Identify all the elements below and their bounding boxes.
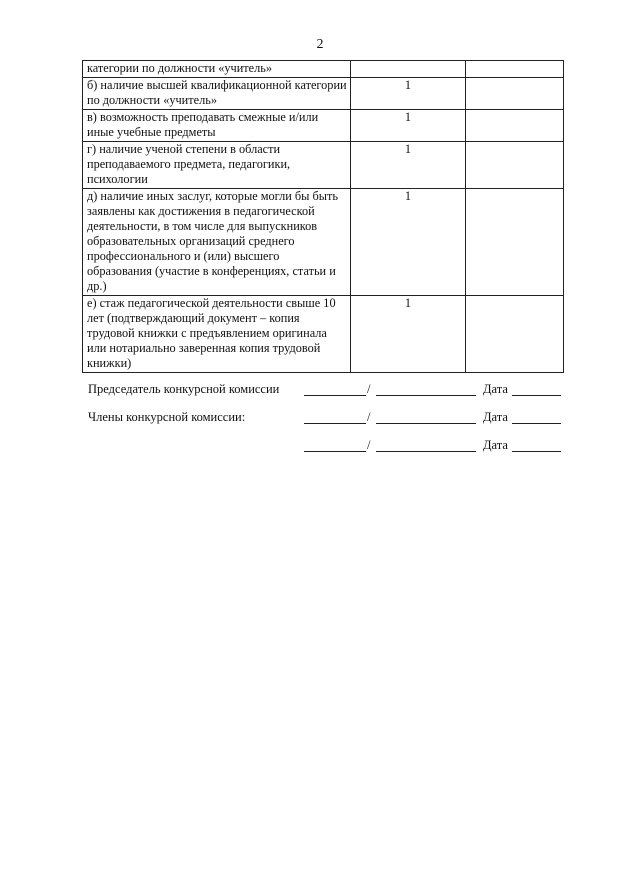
member-signature-row — [88, 436, 568, 464]
criterion-cell: г) наличие ученой степени в области преподаваемого предмета, педагогики, психологии — [83, 142, 351, 189]
slash-separator: / — [367, 382, 371, 396]
criterion-cell: б) наличие высшей квалификационной категории по должности «учитель» — [83, 78, 351, 110]
slash-separator: / — [367, 410, 371, 424]
name-line[interactable] — [376, 451, 476, 452]
extra-cell — [466, 78, 564, 110]
table-row — [83, 142, 564, 189]
extra-cell — [466, 189, 564, 296]
score-cell — [351, 61, 466, 78]
signature-line[interactable] — [304, 451, 366, 452]
name-line[interactable] — [376, 423, 476, 424]
score-cell: 1 — [351, 189, 466, 296]
signature-block — [88, 380, 568, 464]
date-line[interactable] — [512, 423, 561, 424]
score-cell: 1 — [351, 110, 466, 142]
score-cell: 1 — [351, 142, 466, 189]
slash-separator: / — [367, 438, 371, 452]
date-label: Дата — [483, 410, 508, 424]
signature-line[interactable] — [304, 395, 366, 396]
member-signature-row — [88, 408, 568, 436]
extra-cell — [466, 142, 564, 189]
table-row — [83, 78, 564, 110]
criterion-cell: е) стаж педагогической деятельности свыше 10 лет (подтверждающий документ – копия трудовой книжки с предъявлением оригинала или нотариально заверенная копия трудовой книжки) — [83, 296, 351, 373]
extra-cell — [466, 61, 564, 78]
table-row — [83, 61, 564, 78]
table-row — [83, 110, 564, 142]
score-cell: 1 — [351, 78, 466, 110]
criterion-cell: д) наличие иных заслуг, которые могли бы быть заявлены как достижения в педагогической деятельности, в том числе для выпускников образовательных организаций среднего профессионального и (или) высшего образования (участие в конференциях, статьи и др.) — [83, 189, 351, 296]
score-cell: 1 — [351, 296, 466, 373]
date-line[interactable] — [512, 395, 561, 396]
extra-cell — [466, 296, 564, 373]
extra-cell — [466, 110, 564, 142]
date-line[interactable] — [512, 451, 561, 452]
members-label: Члены конкурсной комиссии: — [88, 410, 246, 424]
criteria-table — [82, 60, 564, 373]
name-line[interactable] — [376, 395, 476, 396]
chairman-label: Председатель конкурсной комиссии — [88, 382, 280, 396]
date-label: Дата — [483, 438, 508, 452]
criterion-cell: категории по должности «учитель» — [83, 61, 351, 78]
chairman-signature-row — [88, 380, 568, 408]
date-label: Дата — [483, 382, 508, 396]
table-row — [83, 296, 564, 373]
page-number: 2 — [316, 37, 324, 52]
signature-line[interactable] — [304, 423, 366, 424]
table-row — [83, 189, 564, 296]
criterion-cell: в) возможность преподавать смежные и/или иные учебные предметы — [83, 110, 351, 142]
